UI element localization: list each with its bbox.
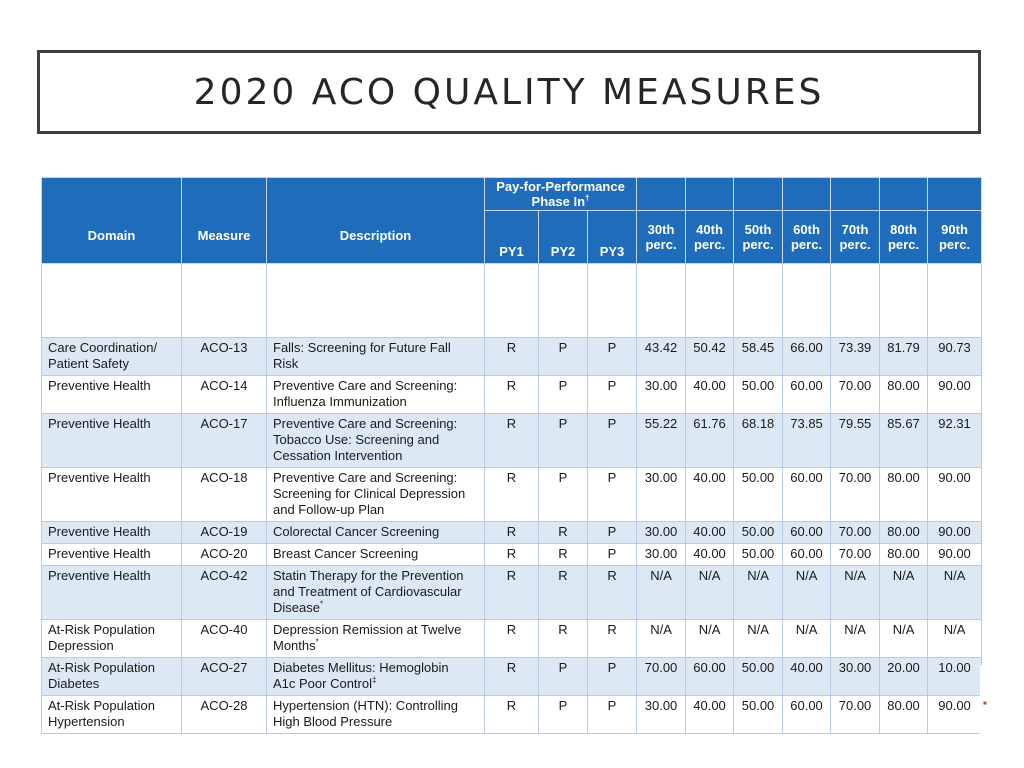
domain-line: Care Coordination/ xyxy=(48,340,158,355)
cell-py1: R xyxy=(485,566,539,620)
cell-measure: ACO-28 xyxy=(182,696,267,734)
description-text: Colorectal Cancer Screening xyxy=(273,524,440,539)
cell-percentile-value: 60.00 xyxy=(686,658,734,696)
cell-py2: P xyxy=(539,468,588,522)
cell-py3: P xyxy=(588,544,637,566)
cell-percentile-value: 90.00 xyxy=(928,522,982,544)
header-percentile-line: 90th xyxy=(941,222,968,237)
cell-percentile-value: 60.00 xyxy=(783,468,831,522)
cell-percentile-value: 73.85 xyxy=(783,414,831,468)
description-text: A1c Poor Control xyxy=(273,676,372,691)
header-percentile-line: perc. xyxy=(938,237,971,252)
cell-py3: R xyxy=(588,566,637,620)
description-line xyxy=(273,432,478,448)
cell-percentile-value: 90.00 xyxy=(928,468,982,522)
cell-percentile-value: 55.22 xyxy=(637,414,686,468)
header-percentile xyxy=(831,211,880,264)
table-row xyxy=(42,566,982,620)
cell-percentile-value: 79.55 xyxy=(831,414,880,468)
cell-py1: R xyxy=(485,522,539,544)
domain-line: Preventive Health xyxy=(48,524,151,539)
description-line xyxy=(273,568,478,584)
header-percentile-line: perc. xyxy=(839,237,871,252)
header-blank xyxy=(831,178,880,211)
domain-line: At-Risk Population xyxy=(48,660,155,675)
header-percentile-line: 80th xyxy=(890,222,917,237)
cell-domain xyxy=(42,414,182,468)
cell-description xyxy=(267,620,485,658)
cell-measure: ACO-18 xyxy=(182,468,267,522)
cell-percentile-value: 85.67 xyxy=(880,414,928,468)
description-text: Cessation Intervention xyxy=(273,448,403,463)
cell-percentile-value: 50.00 xyxy=(734,696,783,734)
description-line xyxy=(273,416,478,432)
cell-percentile-value: 40.00 xyxy=(686,468,734,522)
table-row xyxy=(42,468,982,522)
header-pay-for-performance xyxy=(485,178,637,211)
cell-domain xyxy=(42,468,182,522)
header-percentile xyxy=(880,211,928,264)
footnote-mark: ‡ xyxy=(372,675,377,685)
cell-percentile-value: 90.73 xyxy=(928,338,982,376)
description-line xyxy=(273,546,478,562)
cell-percentile-value: N/A xyxy=(880,620,928,658)
description-line xyxy=(273,378,478,394)
table-row xyxy=(42,658,982,696)
cell-percentile-value: 30.00 xyxy=(831,658,880,696)
description-line xyxy=(273,622,478,638)
domain-line: Preventive Health xyxy=(48,546,151,561)
quality-measures-table-container xyxy=(37,173,981,747)
domain-line: Preventive Health xyxy=(48,378,151,393)
cell-py1: R xyxy=(485,544,539,566)
header-percentile-line: perc. xyxy=(645,237,677,252)
cell-measure: ACO-19 xyxy=(182,522,267,544)
domain-line: Hypertension xyxy=(48,714,125,729)
cell-percentile-value: 80.00 xyxy=(880,376,928,414)
cell-percentile-value: N/A xyxy=(783,620,831,658)
description-text: Depression Remission at Twelve xyxy=(273,622,462,637)
header-percentile xyxy=(637,211,686,264)
header-description: Description xyxy=(267,178,485,264)
cell-percentile-value: 70.00 xyxy=(831,468,880,522)
cell-percentile-value: N/A xyxy=(734,566,783,620)
description-text: Disease xyxy=(273,600,320,615)
footnote-mark: * xyxy=(315,637,319,647)
description-text: Preventive Care and Screening: xyxy=(273,378,458,393)
description-line xyxy=(273,676,478,692)
table-body xyxy=(42,264,982,734)
cell-measure: ACO-13 xyxy=(182,338,267,376)
description-text: Risk xyxy=(273,356,299,371)
header-percentile-line: perc. xyxy=(790,237,823,252)
cell-percentile-value: N/A xyxy=(686,620,734,658)
header-percentile-line: 60th xyxy=(793,222,820,237)
cell-py2: P xyxy=(539,658,588,696)
table-row xyxy=(42,522,982,544)
cell-description xyxy=(267,544,485,566)
header-blank xyxy=(880,178,928,211)
description-text: Falls: Screening for Future Fall xyxy=(273,340,451,355)
cell-percentile-value: 50.00 xyxy=(734,376,783,414)
table-row xyxy=(42,338,982,376)
cell-percentile-value: 70.00 xyxy=(831,522,880,544)
cell-py1: R xyxy=(485,468,539,522)
table-row xyxy=(42,544,982,566)
cell-percentile-value: 92.31 xyxy=(928,414,982,468)
cell-measure: ACO-42 xyxy=(182,566,267,620)
cell-percentile-value: 70.00 xyxy=(831,696,880,734)
cell-py2: R xyxy=(539,544,588,566)
cell-description xyxy=(267,338,485,376)
cell-percentile-value: 90.00 xyxy=(928,544,982,566)
cell-percentile-value: N/A xyxy=(928,620,982,658)
description-text: Breast Cancer Screening xyxy=(273,546,419,561)
cell-percentile-value: N/A xyxy=(686,566,734,620)
cell-domain xyxy=(42,696,182,734)
description-text: and Treatment of Cardiovascular xyxy=(273,584,462,599)
cell-percentile-value: 30.00 xyxy=(637,696,686,734)
description-line xyxy=(273,638,478,654)
cell-percentile-value: 60.00 xyxy=(783,696,831,734)
cell-percentile-value: 43.42 xyxy=(637,338,686,376)
cell-percentile-value: 70.00 xyxy=(637,658,686,696)
domain-line: Preventive Health xyxy=(48,568,151,583)
cell-measure: ACO-17 xyxy=(182,414,267,468)
table-row xyxy=(42,620,982,658)
cell-percentile-value: 50.42 xyxy=(686,338,734,376)
cell-percentile-value: 10.00 xyxy=(928,658,982,696)
description-text: Months xyxy=(273,638,316,653)
cell-py3: R xyxy=(588,620,637,658)
header-percentile xyxy=(734,211,783,264)
cell-domain xyxy=(42,376,182,414)
description-text: Diabetes Mellitus: Hemoglobin xyxy=(273,660,449,675)
cell-percentile-value: N/A xyxy=(831,566,880,620)
cell-measure: ACO-27 xyxy=(182,658,267,696)
description-line xyxy=(273,356,478,372)
table-row xyxy=(42,376,982,414)
slide-title: 2020 ACO QUALITY MEASURES xyxy=(193,71,825,113)
cell-domain xyxy=(42,544,182,566)
domain-line: Preventive Health xyxy=(48,470,151,485)
pay-header-label: Pay-for-Performance Phase In xyxy=(496,179,625,209)
description-line xyxy=(273,502,478,518)
header-percentile-line: perc. xyxy=(693,237,726,252)
domain-line: At-Risk Population xyxy=(48,698,155,713)
cell-percentile-value: N/A xyxy=(928,566,982,620)
cell-percentile-value: 50.00 xyxy=(734,468,783,522)
cell-py1: R xyxy=(485,414,539,468)
cell-description xyxy=(267,566,485,620)
description-line xyxy=(273,486,478,502)
description-text: High Blood Pressure xyxy=(273,714,393,729)
cell-percentile-value: 20.00 xyxy=(880,658,928,696)
header-blank xyxy=(637,178,686,211)
cell-py2: R xyxy=(539,522,588,544)
description-text: Influenza Immunization xyxy=(273,394,407,409)
cell-py1: R xyxy=(485,620,539,658)
header-py2: PY2 xyxy=(539,211,588,264)
description-line xyxy=(273,340,478,356)
domain-line: Patient Safety xyxy=(48,356,129,371)
header-blank xyxy=(928,178,982,211)
cell-measure: ACO-14 xyxy=(182,376,267,414)
header-percentile-line: perc. xyxy=(887,237,920,252)
cell-percentile-value: 58.45 xyxy=(734,338,783,376)
cell-percentile-value: 40.00 xyxy=(686,522,734,544)
table-row xyxy=(42,414,982,468)
cell-percentile-value: 30.00 xyxy=(637,522,686,544)
header-percentile-line: 40th xyxy=(696,222,723,237)
cell-percentile-value: 50.00 xyxy=(734,544,783,566)
cell-percentile-value: 40.00 xyxy=(783,658,831,696)
quality-measures-table xyxy=(41,177,982,734)
cell-py2: P xyxy=(539,338,588,376)
header-percentile-line: 30th xyxy=(647,222,675,237)
description-text: Tobacco Use: Screening and xyxy=(273,432,440,447)
cell-py1: R xyxy=(485,338,539,376)
cell-percentile-value: 68.18 xyxy=(734,414,783,468)
cell-measure: ACO-40 xyxy=(182,620,267,658)
cell-py2: R xyxy=(539,620,588,658)
cell-percentile-value: 66.00 xyxy=(783,338,831,376)
cell-percentile-value: 40.00 xyxy=(686,544,734,566)
description-text: and Follow-up Plan xyxy=(273,502,385,517)
description-line xyxy=(273,698,478,714)
header-blank xyxy=(686,178,734,211)
header-measure: Measure xyxy=(182,178,267,264)
cell-percentile-value: 30.00 xyxy=(637,468,686,522)
header-percentile-line: perc. xyxy=(742,237,774,252)
cell-percentile-value: 80.00 xyxy=(880,468,928,522)
header-blank xyxy=(734,178,783,211)
description-text: Preventive Care and Screening: xyxy=(273,470,458,485)
description-text: Screening for Clinical Depression xyxy=(273,486,466,501)
cell-percentile-value: 90.00 xyxy=(928,376,982,414)
cell-py1: R xyxy=(485,376,539,414)
cell-percentile-value: 90.00 xyxy=(928,696,982,734)
description-line xyxy=(273,600,478,616)
cell-percentile-value: 81.79 xyxy=(880,338,928,376)
cell-percentile-value: 30.00 xyxy=(637,544,686,566)
cell-percentile-value: 60.00 xyxy=(783,544,831,566)
cell-percentile-value: 70.00 xyxy=(831,376,880,414)
header-percentile xyxy=(928,211,982,264)
blank-row xyxy=(42,264,982,338)
cell-py2: P xyxy=(539,696,588,734)
domain-line: Preventive Health xyxy=(48,416,151,431)
cell-py2: P xyxy=(539,376,588,414)
header-domain: Domain xyxy=(42,178,182,264)
cell-py3: P xyxy=(588,658,637,696)
cell-description xyxy=(267,376,485,414)
cell-percentile-value: 80.00 xyxy=(880,544,928,566)
domain-line: Depression xyxy=(48,638,114,653)
slide-title-box xyxy=(37,50,981,134)
description-line xyxy=(273,584,478,600)
cell-domain xyxy=(42,620,182,658)
cell-percentile-value: N/A xyxy=(637,566,686,620)
cell-percentile-value: 61.76 xyxy=(686,414,734,468)
description-line xyxy=(273,394,478,410)
header-percentile-line: 50th xyxy=(744,222,772,237)
cell-percentile-value: N/A xyxy=(880,566,928,620)
cell-py3: P xyxy=(588,468,637,522)
header-percentile-line: 70th xyxy=(841,222,869,237)
footnote-mark: * xyxy=(319,599,324,609)
cell-domain xyxy=(42,338,182,376)
domain-line: At-Risk Population xyxy=(48,622,155,637)
description-line xyxy=(273,470,478,486)
cell-domain xyxy=(42,522,182,544)
cell-percentile-value: 40.00 xyxy=(686,376,734,414)
cell-description xyxy=(267,658,485,696)
cell-percentile-value: N/A xyxy=(734,620,783,658)
cell-domain xyxy=(42,658,182,696)
cell-py3: P xyxy=(588,376,637,414)
cell-py3: P xyxy=(588,338,637,376)
description-text: Preventive Care and Screening: xyxy=(273,416,458,431)
side-strip-mark: ■ xyxy=(983,701,987,707)
header-percentile xyxy=(783,211,831,264)
cell-percentile-value: N/A xyxy=(831,620,880,658)
domain-line: Diabetes xyxy=(48,676,100,691)
cell-percentile-value: N/A xyxy=(783,566,831,620)
header-py1: PY1 xyxy=(485,211,539,264)
table-row xyxy=(42,696,982,734)
cell-percentile-value: 80.00 xyxy=(880,522,928,544)
cell-py3: P xyxy=(588,522,637,544)
cell-description xyxy=(267,696,485,734)
side-strip xyxy=(980,665,1007,747)
header-blank xyxy=(783,178,831,211)
cell-percentile-value: 73.39 xyxy=(831,338,880,376)
cell-py3: P xyxy=(588,696,637,734)
description-text: Hypertension (HTN): Controlling xyxy=(273,698,458,713)
cell-percentile-value: 80.00 xyxy=(880,696,928,734)
cell-percentile-value: 50.00 xyxy=(734,522,783,544)
cell-description xyxy=(267,414,485,468)
header-py3: PY3 xyxy=(588,211,637,264)
cell-py1: R xyxy=(485,658,539,696)
cell-description xyxy=(267,468,485,522)
header-percentile xyxy=(686,211,734,264)
cell-domain xyxy=(42,566,182,620)
description-line xyxy=(273,660,478,676)
description-text: Statin Therapy for the Prevention xyxy=(273,568,464,583)
cell-percentile-value: 40.00 xyxy=(686,696,734,734)
description-line xyxy=(273,714,478,730)
cell-py1: R xyxy=(485,696,539,734)
cell-description xyxy=(267,522,485,544)
cell-py2: R xyxy=(539,566,588,620)
cell-percentile-value: N/A xyxy=(637,620,686,658)
pay-header-mark: † xyxy=(585,193,590,203)
cell-percentile-value: 30.00 xyxy=(637,376,686,414)
cell-measure: ACO-20 xyxy=(182,544,267,566)
description-line xyxy=(273,448,478,464)
cell-py2: P xyxy=(539,414,588,468)
cell-py3: P xyxy=(588,414,637,468)
description-line xyxy=(273,524,478,540)
cell-percentile-value: 60.00 xyxy=(783,522,831,544)
cell-percentile-value: 60.00 xyxy=(783,376,831,414)
cell-percentile-value: 70.00 xyxy=(831,544,880,566)
cell-percentile-value: 50.00 xyxy=(734,658,783,696)
